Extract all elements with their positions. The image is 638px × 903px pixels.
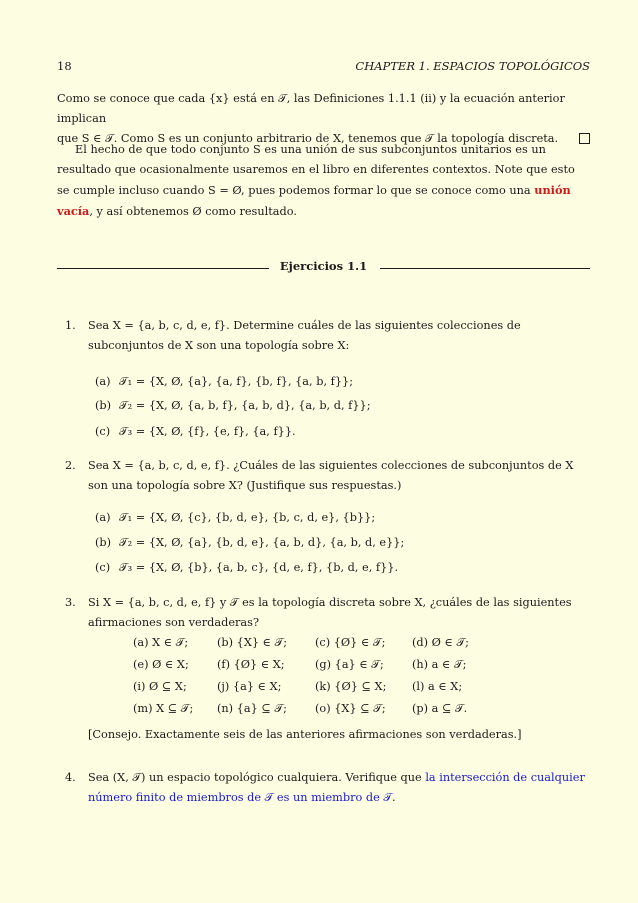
heading-rule-right [380,268,590,269]
exercise-2-b: (b) 𝒯₂ = {X, Ø, {a}, {b, d, e}, {a, b, d}, {a, b, d, e}}; [95,536,405,549]
exercise-1 [57,316,590,356]
exercise-1-c: (c) 𝒯₃ = {X, Ø, {f}, {e, f}, {a, f}}. [95,425,296,438]
exercise-number: 2. [65,459,76,472]
exercise-text: Sea X = {a, b, c, d, e, f}. ¿Cuáles de las siguientes colecciones de subconjuntos de X son una topología sobre X? (Justifique sus respuestas.) [88,459,574,492]
exercise-number: 3. [65,596,76,609]
exercise-1-a: (a) 𝒯₁ = {X, Ø, {a}, {a, f}, {b, f}, {a, b, f}}; [95,375,354,388]
exercise-text: Sea (X, 𝒯) un espacio topológico cualquiera. Verifique que la intersección de cualquier número finito de miembros de 𝒯 es un miembro de 𝒯. [88,771,585,804]
exercise-2-a: (a) 𝒯₁ = {X, Ø, {c}, {b, d, e}, {b, c, d, e}, {b}}; [95,511,376,524]
exercise-1-b: (b) 𝒯₂ = {X, Ø, {a, b, f}, {a, b, d}, {a, b, d, f}}; [95,399,371,412]
intro-p2-after: , y así obtenemos Ø como resultado. [89,205,297,218]
intro-p2-before: El hecho de que todo conjunto S es una unión de sus subconjuntos unitarios es un resultado que ocasionalmente usaremos en el libro en diferentes contextos. Note que esto se cumple incluso cuando S = Ø, pues podemos formar lo que se conoce como una [57,143,575,197]
intro-line-1: Como se conoce que cada {x} está en 𝒯, las Definiciones 1.1.1 (ii) y la ecuación anterior implican [57,92,565,125]
intro-line-2: que S ∈ 𝒯. Como S es un conjunto arbitrario de X, tenemos que 𝒯 la topología discreta. [57,132,559,145]
highlight-term: unión vacía [57,183,571,218]
page: 18 CHAPTER 1. ESPACIOS TOPOLÓGICOS Como se conoce que cada {x} está en 𝒯, las Definiciones 1.1.1 (ii) y la ecuación anterior implican que S ∈ 𝒯. Como S es un conjunto arbitrario de X, tenemos que 𝒯 la topología discreta. El hecho de que todo conjunto S es una unión de sus subconjuntos unitarios es un resultado que ocasionalmente usaremos en el libro en diferentes contextos. Note que esto se cumple incluso cuando S = Ø, pues podemos formar lo que se conoce como una unión vacía, y así obtenemos Ø como resultado. Ejercicios 1.1 1. Sea X = {a, b, c, d, e, f}. Determine cuáles de las siguientes colecciones de subconjuntos de X son una topología sobre X: (a) 𝒯₁ = {X, Ø, {a}, {a, f}, {b, f}, {a, b, f}}; (b) 𝒯₂ = {X, Ø, {a, b, f}, {a, b, d}, {a, b, d, f}}; (c) 𝒯₃ = {X, Ø, {f}, {e, f}, {a, f}}. 2. Sea X = {a, b, c, d, e, f}. ¿Cuáles de las siguientes colecciones de subconjuntos de X son una topología sobre X? (Justifique sus respuestas.) (a) 𝒯₁ = {X, Ø, {c}, {b, d, e}, {b, c, d, e}, {b}}; (b) 𝒯₂ = {X, Ø, {a}, {b, d, e}, {a, b, d}, {a, b, d, e}}; (c) 𝒯₃ = {X, Ø, {b}, {a, b, c}, {d, e, f}, {b, d, e, f}}. 3. Si X = {a, b, c, d, e, f} y 𝒯 es la topología discreta sobre X, ¿cuáles de las siguientes afirmaciones son verdaderas? (a) X ∈ 𝒯; (b) {X} ∈ 𝒯; (c) {Ø} ∈ 𝒯; (d) Ø ∈ 𝒯; (e) Ø ∈ X; (f) {Ø} ∈ X; (g) {a} ∈ 𝒯; (h) a ∈ 𝒯; (i) Ø ⊆ X; (j) {a} ∈ X; (k) {Ø} ⊆ X; (l) a ∈ X; (m) X ⊆ 𝒯; (n) {a} ⊆ 𝒯; (o) {X} ⊆ 𝒯; (p) a ⊆ 𝒯. [Consejo. Exactamente seis de las anteriores afirmaciones son verdaderas.] 4. Sea (X, 𝒯) un espacio topológico cualquiera. Verifique que la intersección de cualquier número finito de miembros de 𝒯 es un miembro de 𝒯. [0,0,638,903]
exercise-number: 1. [65,319,76,332]
exercise-2-c: (c) 𝒯₃ = {X, Ø, {b}, {a, b, c}, {d, e, f}, {b, d, e, f}}. [95,561,399,574]
exercise-3 [57,593,590,633]
exercise-4 [57,768,590,808]
running-head: CHAPTER 1. ESPACIOS TOPOLÓGICOS [355,59,590,73]
page-number: 18 [57,59,72,73]
section-title: Ejercicios 1.1 [279,259,368,273]
exercise-text: Si X = {a, b, c, d, e, f} y 𝒯 es la topología discreta sobre X, ¿cuáles de las siguientes afirmaciones son verdaderas? [88,596,572,629]
exercise-number: 4. [65,771,76,784]
highlight-link[interactable]: la intersección de cualquier número finito de miembros de 𝒯 es un miembro de 𝒯 [88,771,585,804]
exercise-hint: [Consejo. Exactamente seis de las anteriores afirmaciones son verdaderas.] [88,728,522,741]
exercise-text: Sea X = {a, b, c, d, e, f}. Determine cuáles de las siguientes colecciones de subconjuntos de X son una topología sobre X: [88,319,521,352]
exercise-2 [57,456,590,496]
section-heading [57,259,590,275]
intro-paragraph-2 [57,140,590,222]
